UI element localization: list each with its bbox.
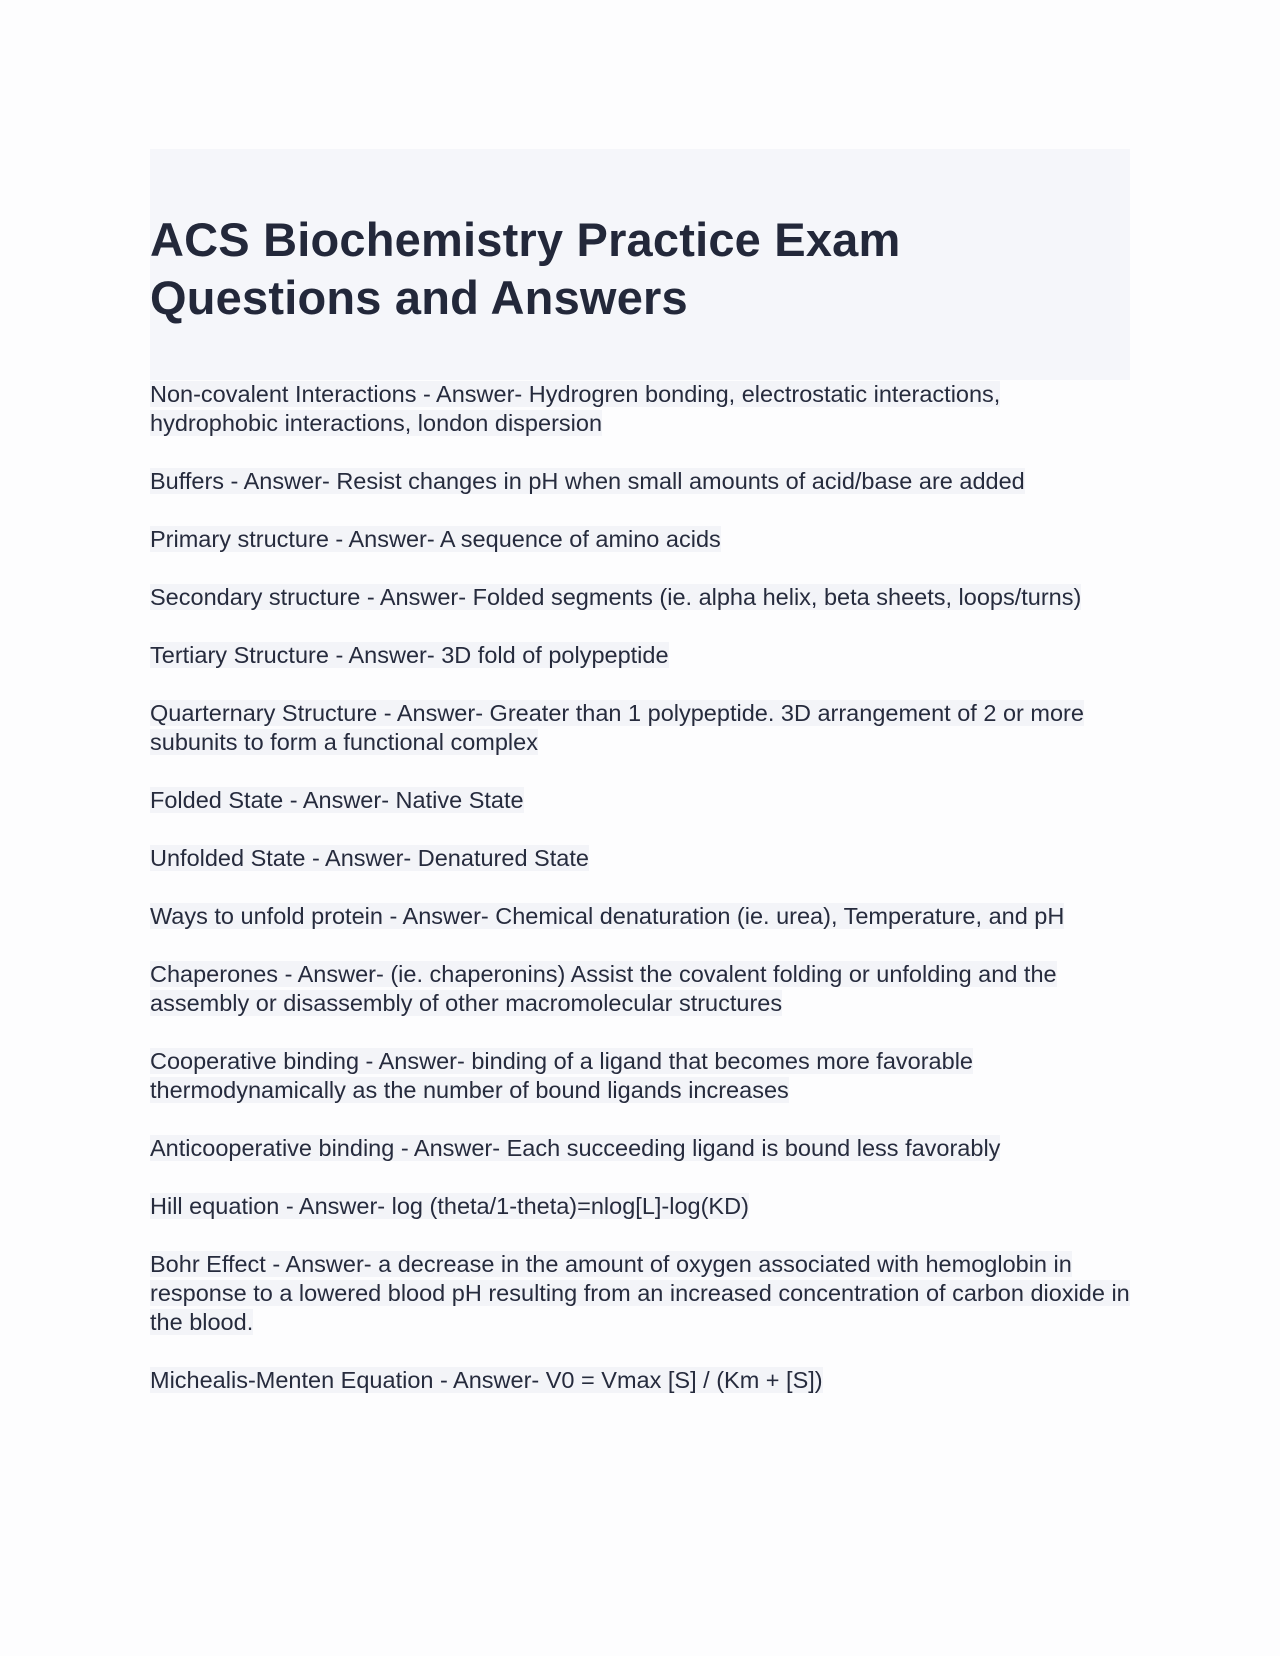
qa-item	[150, 1134, 1130, 1163]
qa-text: Bohr Effect - Answer- a decrease in the amount of oxygen associated with hemoglobin in response to a lowered blood pH resulting from an increased concentration of carbon dioxide in the blood.	[150, 1251, 1130, 1335]
qa-item	[150, 844, 1130, 873]
qa-text: Cooperative binding - Answer- binding of a ligand that becomes more favorable thermodynamically as the number of bound ligands increases	[150, 1048, 973, 1103]
qa-text: Quarternary Structure - Answer- Greater than 1 polypeptide. 3D arrangement of 2 or more subunits to form a functional complex	[150, 700, 1084, 755]
qa-text: Hill equation - Answer- log (theta/1-theta)=nlog[L]-log(KD)	[150, 1193, 749, 1219]
qa-item	[150, 902, 1130, 931]
qa-text: Michealis-Menten Equation - Answer- V0 = Vmax [S] / (Km + [S])	[150, 1367, 823, 1393]
qa-item	[150, 641, 1130, 670]
qa-item	[150, 1192, 1130, 1221]
document-title: ACS Biochemistry Practice Exam Questions and Answers	[150, 213, 901, 324]
qa-text: Anticooperative binding - Answer- Each succeeding ligand is bound less favorably	[150, 1135, 1001, 1161]
qa-item	[150, 960, 1130, 1018]
qa-item	[150, 467, 1130, 496]
qa-list	[150, 380, 1130, 1395]
document-page	[150, 149, 1130, 1424]
qa-text: Ways to unfold protein - Answer- Chemical denaturation (ie. urea), Temperature, and pH	[150, 903, 1065, 929]
qa-text: Folded State - Answer- Native State	[150, 787, 524, 813]
qa-text: Buffers - Answer- Resist changes in pH when small amounts of acid/base are added	[150, 468, 1025, 494]
qa-text: Tertiary Structure - Answer- 3D fold of polypeptide	[150, 642, 669, 668]
qa-text: Unfolded State - Answer- Denatured State	[150, 845, 589, 871]
qa-item	[150, 380, 1130, 438]
title-block	[150, 149, 1130, 380]
qa-item	[150, 786, 1130, 815]
qa-text: Chaperones - Answer- (ie. chaperonins) Assist the covalent folding or unfolding and the assembly or disassembly of other macromolecular structures	[150, 961, 1057, 1016]
qa-text: Non-covalent Interactions - Answer- Hydrogren bonding, electrostatic interactions, hydrophobic interactions, london dispersion	[150, 381, 1001, 436]
qa-item	[150, 1366, 1130, 1395]
qa-text: Primary structure - Answer- A sequence of amino acids	[150, 526, 721, 552]
qa-text: Secondary structure - Answer- Folded segments (ie. alpha helix, beta sheets, loops/turns)	[150, 584, 1082, 610]
qa-item	[150, 1047, 1130, 1105]
qa-item	[150, 525, 1130, 554]
qa-item	[150, 583, 1130, 612]
qa-item	[150, 699, 1130, 757]
qa-item	[150, 1250, 1130, 1337]
